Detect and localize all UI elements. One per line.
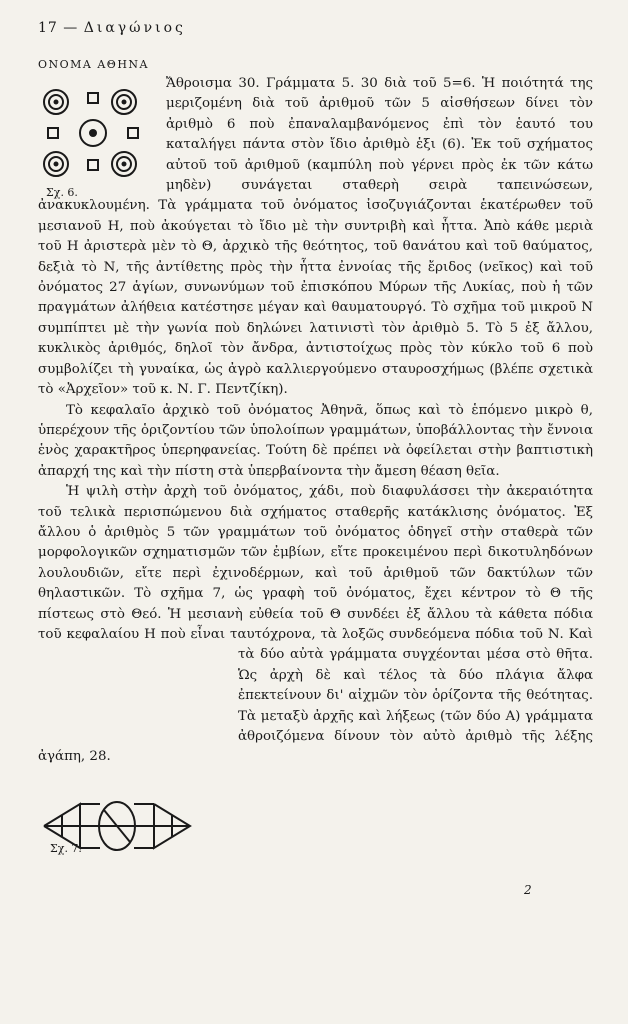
paragraph-3-text: Ἡ ψιλὴ στὴν ἀρχὴ τοῦ ὀνόματος, χάδι, ποὺ διαφυλάσσει τὴν ἀκεραιότητα τοῦ τελικὰ περισπώμενου διὰ σχήματος σταθερῆς κατάκλισης ὀνόματος. Ἐξ ἄλλου ὁ ἀριθμὸς 5 τῶν γραμμάτων τοῦ ὀνόματος ὁδηγεῖ στὴν σταθερὰ τῶν μορφολογικῶν σχηματισμῶν τῶν ἐμβίων, εἴτε προκειμένου περὶ δικοτυληδόνων λουλουδιῶν, εἴτε περὶ ἐχινοδέρμων, καὶ τοῦ ἀριθμοῦ τῶν δακτύλων τῶν θηλαστικῶν. Τὸ σχῆμα 7, ὡς γραφὴ τοῦ ὀνόματος, ἔχει κέντρον τὸ Θ τῆς πίστεως στὸ Θεό. Ἡ μεσιανὴ εὐθεία τοῦ Θ συνδέει ἐξ ἄλλου τὰ κάθετα πόδια τοῦ κεφαλαίου Η ποὺ εἶναι ταυτόχρονα, τὰ λοξῶς συνδεόμενα πόδια τοῦ Ν. Καὶ τὰ δύο αὐτὰ γράμματα συγχέονται [38, 484, 593, 663]
header-dash: — [63, 20, 79, 36]
paragraph-2: Τὸ κεφαλαῖο ἀρχικὸ τοῦ ὀνόματος Ἀθηνᾶ, ὅπως καὶ τὸ ἑπόμενο μικρὸ θ, ὑπερέχουν τῆς ὁριζοντίου τῶν ὑπολοίπων γραμμάτων, ὑποβάλλοντας τὴν ἔννοια ἑνὸς χαρακτῆρος ὑπερηφανείας. Τούτη δὲ πρέπει νὰ ὀφείλεται στὴν βαπτιστικὴ ἀπαρχή της καὶ τὴν πίστη στὰ ὑπερβαίνοντα τὴν ἄμεση θέαση θεῖα. [38, 402, 593, 479]
paragraph-3-tail: μέσα στὸ θῆτα. Ὡς ἀρχὴ δὲ καὶ τέλος τὰ δύο πλάγια ἄλφα ἐπεκτείνουν δι' αἰχμῶν τὸν ὁρίζοντα τῆς θεότητας. Τὰ μεταξὺ ἀρχῆς καὶ λήξεως (τῶν δύο Α) γράμματα ἀθροιζόμενα δίνουν τὸν αὐτὸ ἀριθμὸ τῆς λέξης ἀγάπη, 28. [38, 647, 593, 765]
section-title: ΟΝΟΜΑ ΑΘΗΝΑ [38, 58, 149, 71]
page-footer-number: 2 [524, 883, 532, 897]
figure-7-caption: Σχ. 7. [50, 842, 82, 855]
header-page-number: 17 [38, 20, 58, 36]
figure-7-name-glyph [42, 782, 192, 872]
header-title: Διαγώνιος [83, 20, 186, 36]
figure-6-caption: Σχ. 6. [46, 186, 78, 199]
figure-7-float-space [38, 645, 238, 747]
figure-6-float-space [38, 74, 166, 196]
paragraph-3 [38, 482, 593, 768]
paragraph-1: Ἄθροισμα 30. Γράμματα 5. 30 διὰ τοῦ 5=6. Ἡ ποιότητά της μεριζομένη διὰ τοῦ ἀριθμοῦ τῶν 5 αἰσθήσεων δίνει τὸν ἀριθμὸ 6 ποὺ ἐπαναλαμβανόμενος ἐπὶ τὸν ἑαυτό του καταλήγει πάντα στὸν ἴδιο ἀριθμὸ ἑξι (6). Ἐκ τοῦ σχήματος αὐτοῦ τοῦ ἀριθμοῦ (καμπύλη ποὺ γέρνει πρὸς ἐκ τῶν κάτω μηδὲν) συνάγεται σταθερὴ σειρὰ ταπεινώσεων, ἀνακυκλουμένη. Τὰ γράμματα τοῦ ὀνόματος ἰσοζυγιάζονται ἑκατέρωθεν τοῦ μεσιανοῦ Η, ποὺ ἀκούγεται τὸ ἴδιο μὲ τὴν συντριβὴ καὶ ἧττα. Ἀπὸ κάθε μεριὰ τοῦ Η ἀριστερὰ μὲν τὸ Θ, ἀρχικὸ τῆς θεότητος, τοῦ θανάτου καὶ τοῦ θαύματος, δεξιὰ τὸ Ν, τῆς ἀντίθετης πρὸς τὴν ἧττα ἐννοίας τῆς ἔριδος (νεῖκος) καὶ τοῦ ὀνόματος 27 ἁγίων, συνωνύμων τοῦ ἐπισκόπου Μύρων τῆς Λυκίας, ποὺ ἡ τῶν πραγμάτων ἀλήθεια κατέστησε μέγαν καὶ θαυματουργό. Τὸ σχῆμα τοῦ μικροῦ Ν συμπίπτει μὲ τὴν γωνία ποὺ δηλώνει λατινιστὶ τὸν ἀριθμὸ 5. Τὸ 5 ἐξ ἄλλου, κυκλικὸς ἀριθμός, δηλοῖ τὸν ἄνδρα, ἀντιστοίχως πρὸς τὸν κύκλο τοῦ 6 ποὺ συμβολίζει τὴ γυναίκα, ὡς ἀγρὸ καλλιεργούμενο σταυροσχήμως (βλέπε σχετικὰ τὸ «Ἀρχεῖον» τοῦ κ. Ν. Γ. Πεντζίκη). [38, 76, 593, 398]
body-text [38, 74, 593, 768]
running-header [38, 20, 186, 36]
